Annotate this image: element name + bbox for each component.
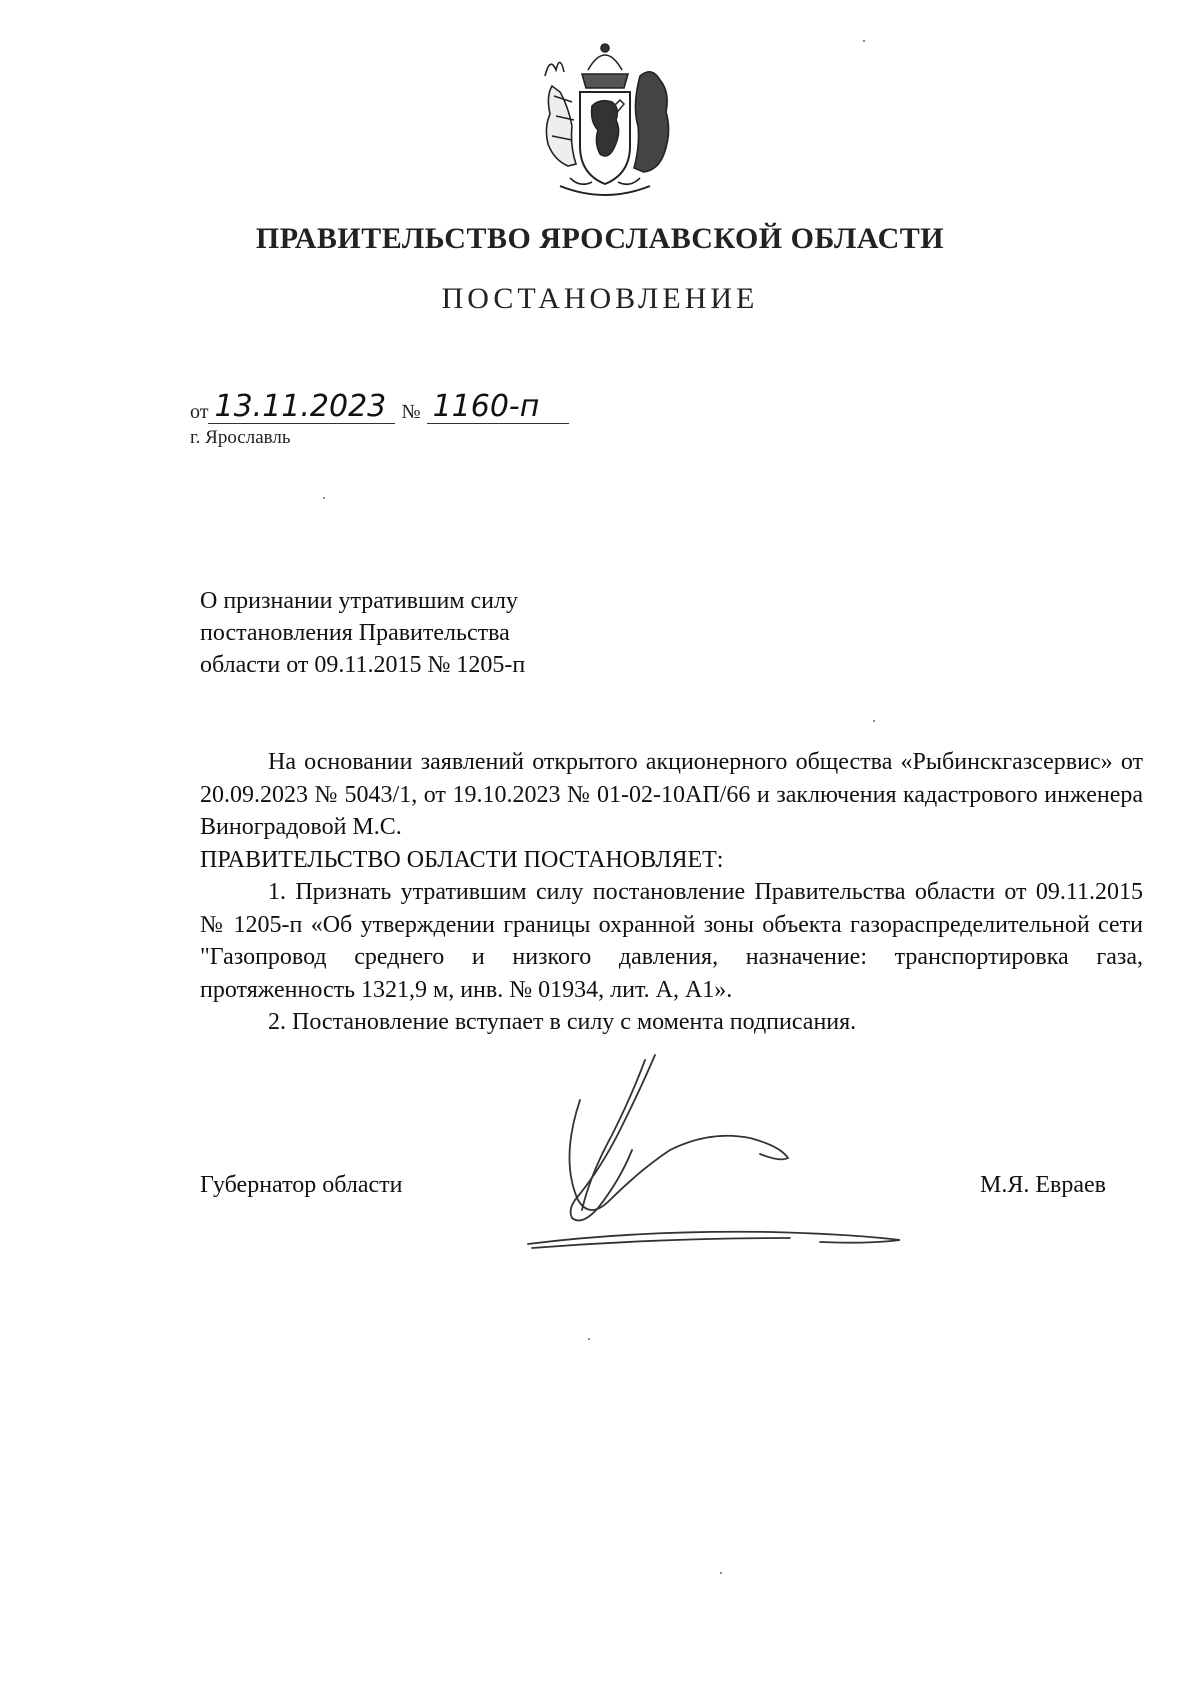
registration-line xyxy=(190,389,569,424)
handwritten-number: 1160-п xyxy=(427,392,569,424)
document-body xyxy=(200,746,1143,1039)
item-1-paragraph: 1. Признать утратившим силу постановление Правительства области от 09.11.2015 № 1205-п «Об утверждении границы охранной зоны объекта газораспределительной сети "Газопровод среднего и низкого давления, назначение: транспортировка газа, протяженность 1321,9 м, инв. № 01934, лит. А, А1». xyxy=(200,879,1143,1003)
preamble-paragraph: На основании заявлений открытого акционерного общества «Рыбинскгазсервис» от 20.09.2023 № 5043/1, от 19.10.2023 № 01-02-10АП/66 и заключения кадастрового инженера Виноградовой М.С. xyxy=(200,749,1143,840)
scan-speck xyxy=(873,720,875,722)
date-prefix: от xyxy=(190,401,209,423)
signer-title: Губернатор области xyxy=(200,1172,403,1198)
handwritten-date: 13.11.2023 xyxy=(208,392,395,424)
document-subject xyxy=(200,585,525,681)
subject-line: постановления Правительства xyxy=(200,620,510,646)
city-label: г. Ярославль xyxy=(190,427,291,448)
scan-speck xyxy=(588,1338,590,1340)
scan-speck xyxy=(863,40,865,42)
number-prefix: № xyxy=(401,401,421,423)
organization-title: ПРАВИТЕЛЬСТВО ЯРОСЛАВСКОЙ ОБЛАСТИ xyxy=(255,222,945,255)
handwritten-signature-icon xyxy=(520,1050,940,1280)
item-2-paragraph: 2. Постановление вступает в силу с момента подписания. xyxy=(268,1009,857,1035)
scan-speck xyxy=(323,497,325,499)
coat-of-arms-icon xyxy=(520,36,690,201)
signer-name: М.Я. Евраев xyxy=(980,1172,1106,1198)
subject-line: области от 09.11.2015 № 1205-п xyxy=(200,652,526,678)
subject-line: О признании утратившим силу xyxy=(200,588,518,614)
resolves-heading: ПРАВИТЕЛЬСТВО ОБЛАСТИ ПОСТАНОВЛЯЕТ: xyxy=(200,846,724,873)
document-type: ПОСТАНОВЛЕНИЕ xyxy=(441,282,759,315)
scan-speck xyxy=(720,1572,722,1574)
